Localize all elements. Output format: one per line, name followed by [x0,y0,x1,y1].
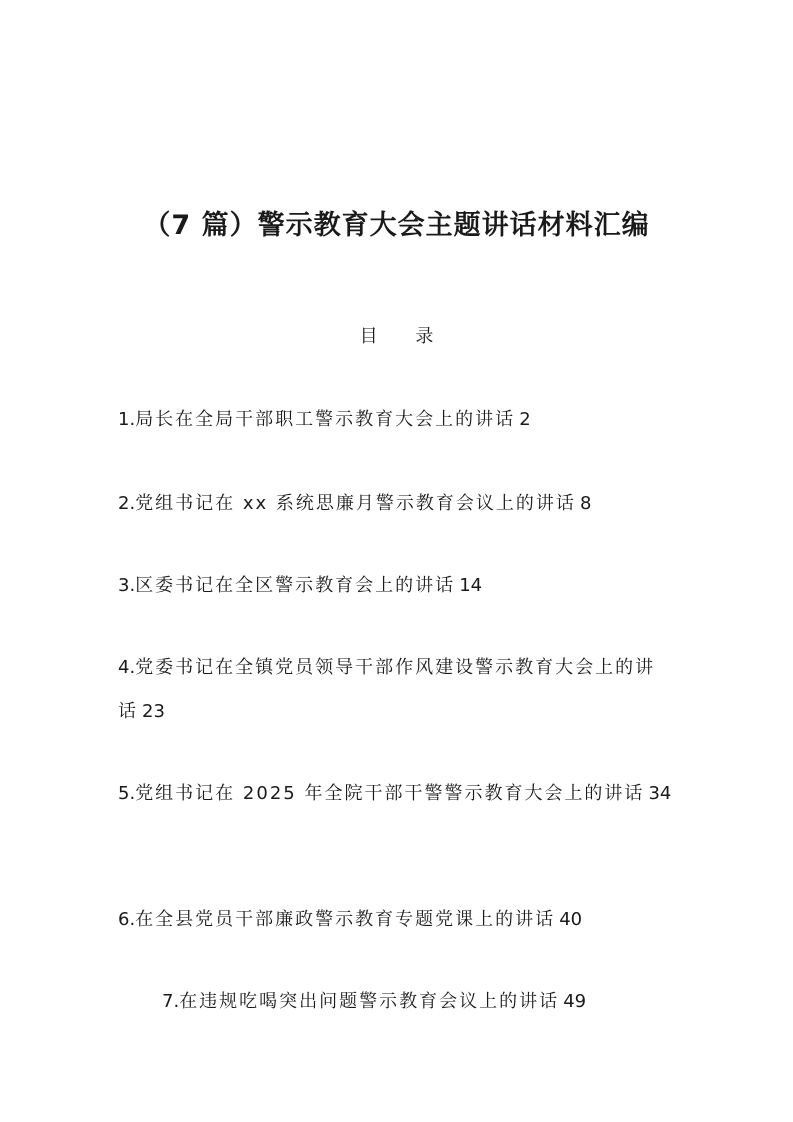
toc-entry-page: 49 [563,991,587,1012]
toc-entry-page: 40 [559,909,583,930]
toc-entry[interactable] [118,564,678,608]
toc-entry-page: 23 [142,701,165,722]
toc-entry-text: 在全县党员干部廉政警示教育专题党课上的讲话 [135,909,556,930]
toc-entry[interactable] [162,980,722,1024]
toc-heading: 目 录 [359,326,450,347]
toc-entry-page: 2 [519,409,531,430]
toc-entry[interactable] [118,646,674,734]
toc-entry-text: 党组书记在 2025 年全院干部干警警示教育大会上的讲话 [135,783,645,804]
toc-entry-number: 2. [118,493,136,514]
toc-entry-text: 党委书记在全镇党员领导干部作风建设警示教育大会上的讲话 [118,657,656,722]
toc-entry-number: 7. [162,991,180,1012]
toc-entry-text: 局长在全局干部职工警示教育大会上的讲话 [135,409,516,430]
toc-entry-text: 区委书记在全区警示教育会上的讲话 [135,575,456,596]
toc-entry-text: 在违规吃喝突出问题警示教育会议上的讲话 [179,991,560,1012]
toc-entry[interactable] [118,772,674,816]
document-title: （7 篇）警示教育大会主题讲话材料汇编 [143,210,650,241]
toc-entry[interactable] [118,398,678,442]
toc-entry-page: 14 [459,575,483,596]
toc-entry-page: 34 [648,783,672,804]
toc-entry-text: 党组书记在 xx 系统思廉月警示教育会议上的讲话 [135,493,576,514]
toc-entry-number: 5. [118,783,136,804]
toc-entry[interactable] [118,898,678,942]
toc-entry-page: 8 [579,493,592,514]
toc-entry-number: 6. [118,909,136,930]
toc-entry-number: 1. [118,409,136,430]
toc-entry-number: 4. [118,657,136,678]
toc-entry-number: 3. [118,575,136,596]
toc-entry[interactable] [118,482,678,526]
